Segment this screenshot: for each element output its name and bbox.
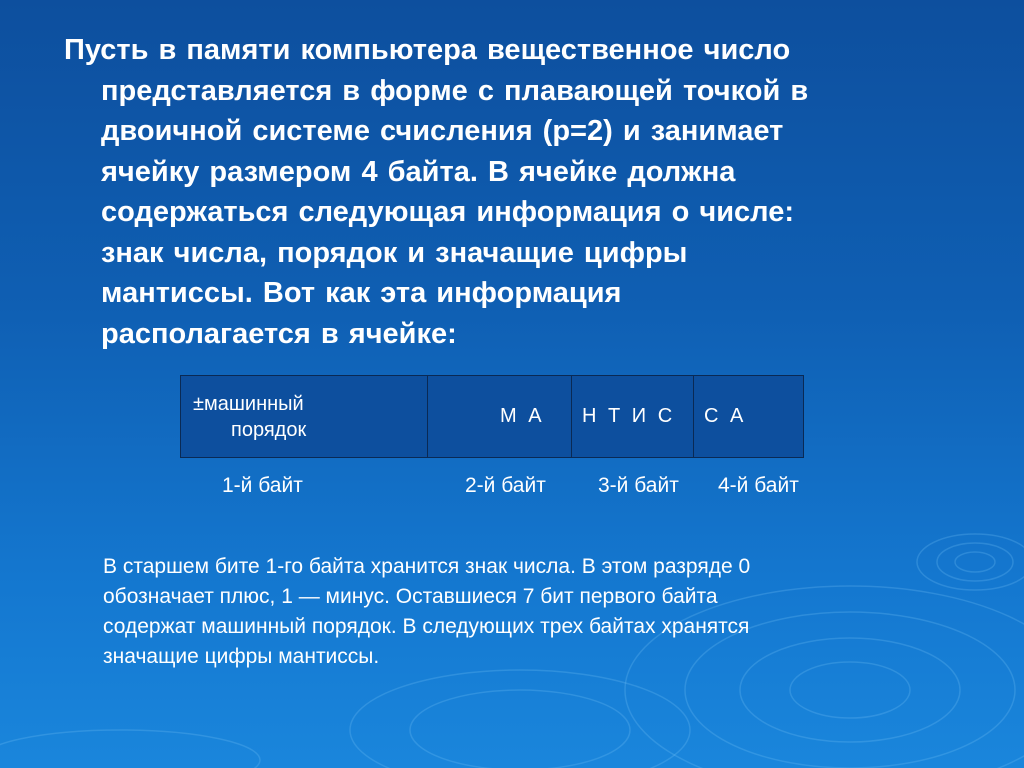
byte-2-label: 2-й байт <box>465 474 546 497</box>
sign-exponent-label: ±машинный <box>193 392 304 415</box>
main-paragraph-line: Пусть в памяти компьютера вещественное число <box>64 34 791 66</box>
note-line: содержат машинный порядок. В следующих трех байтах хранятся <box>103 615 750 638</box>
byte-3-label: 3-й байт <box>598 474 679 497</box>
main-paragraph-line: двоичной системе счисления (p=2) и занимает <box>101 115 784 147</box>
note-line: обозначает плюс, 1 — минус. Оставшиеся 7 бит первого байта <box>103 585 718 608</box>
byte3-cell <box>572 376 694 458</box>
explanation-note <box>103 552 923 672</box>
note-line: В старшем бите 1-го байта хранится знак числа. В этом разряде 0 <box>103 555 751 578</box>
byte4-cell <box>694 376 804 458</box>
mantissa-part-2: Н Т И С <box>582 405 676 427</box>
main-paragraph-line: содержаться следующая информация о числе: <box>101 196 794 228</box>
exponent-label: порядок <box>231 418 307 441</box>
main-paragraph-line: знак числа, порядок и значащие цифры <box>101 236 688 269</box>
main-paragraph-line: располагается в ячейке: <box>101 317 457 350</box>
byte2-cell <box>428 376 572 458</box>
byte-4-label: 4-й байт <box>718 474 799 497</box>
note-line: значащие цифры мантиссы. <box>103 645 380 668</box>
memory-cell-table <box>180 375 804 458</box>
mantissa-part-3: С А <box>704 405 747 427</box>
main-paragraph-line: представляется в форме с плавающей точкой в <box>101 74 809 107</box>
main-paragraph <box>64 30 924 354</box>
main-paragraph-line: ячейку размером 4 байта. В ячейке должна <box>101 155 736 188</box>
mantissa-part-1: М А <box>500 405 545 427</box>
memory-cell-row <box>181 376 804 458</box>
main-paragraph-line: мантиссы. Вот как эта информация <box>101 277 622 309</box>
byte1-cell <box>181 376 428 458</box>
byte-1-label: 1-й байт <box>222 474 303 497</box>
